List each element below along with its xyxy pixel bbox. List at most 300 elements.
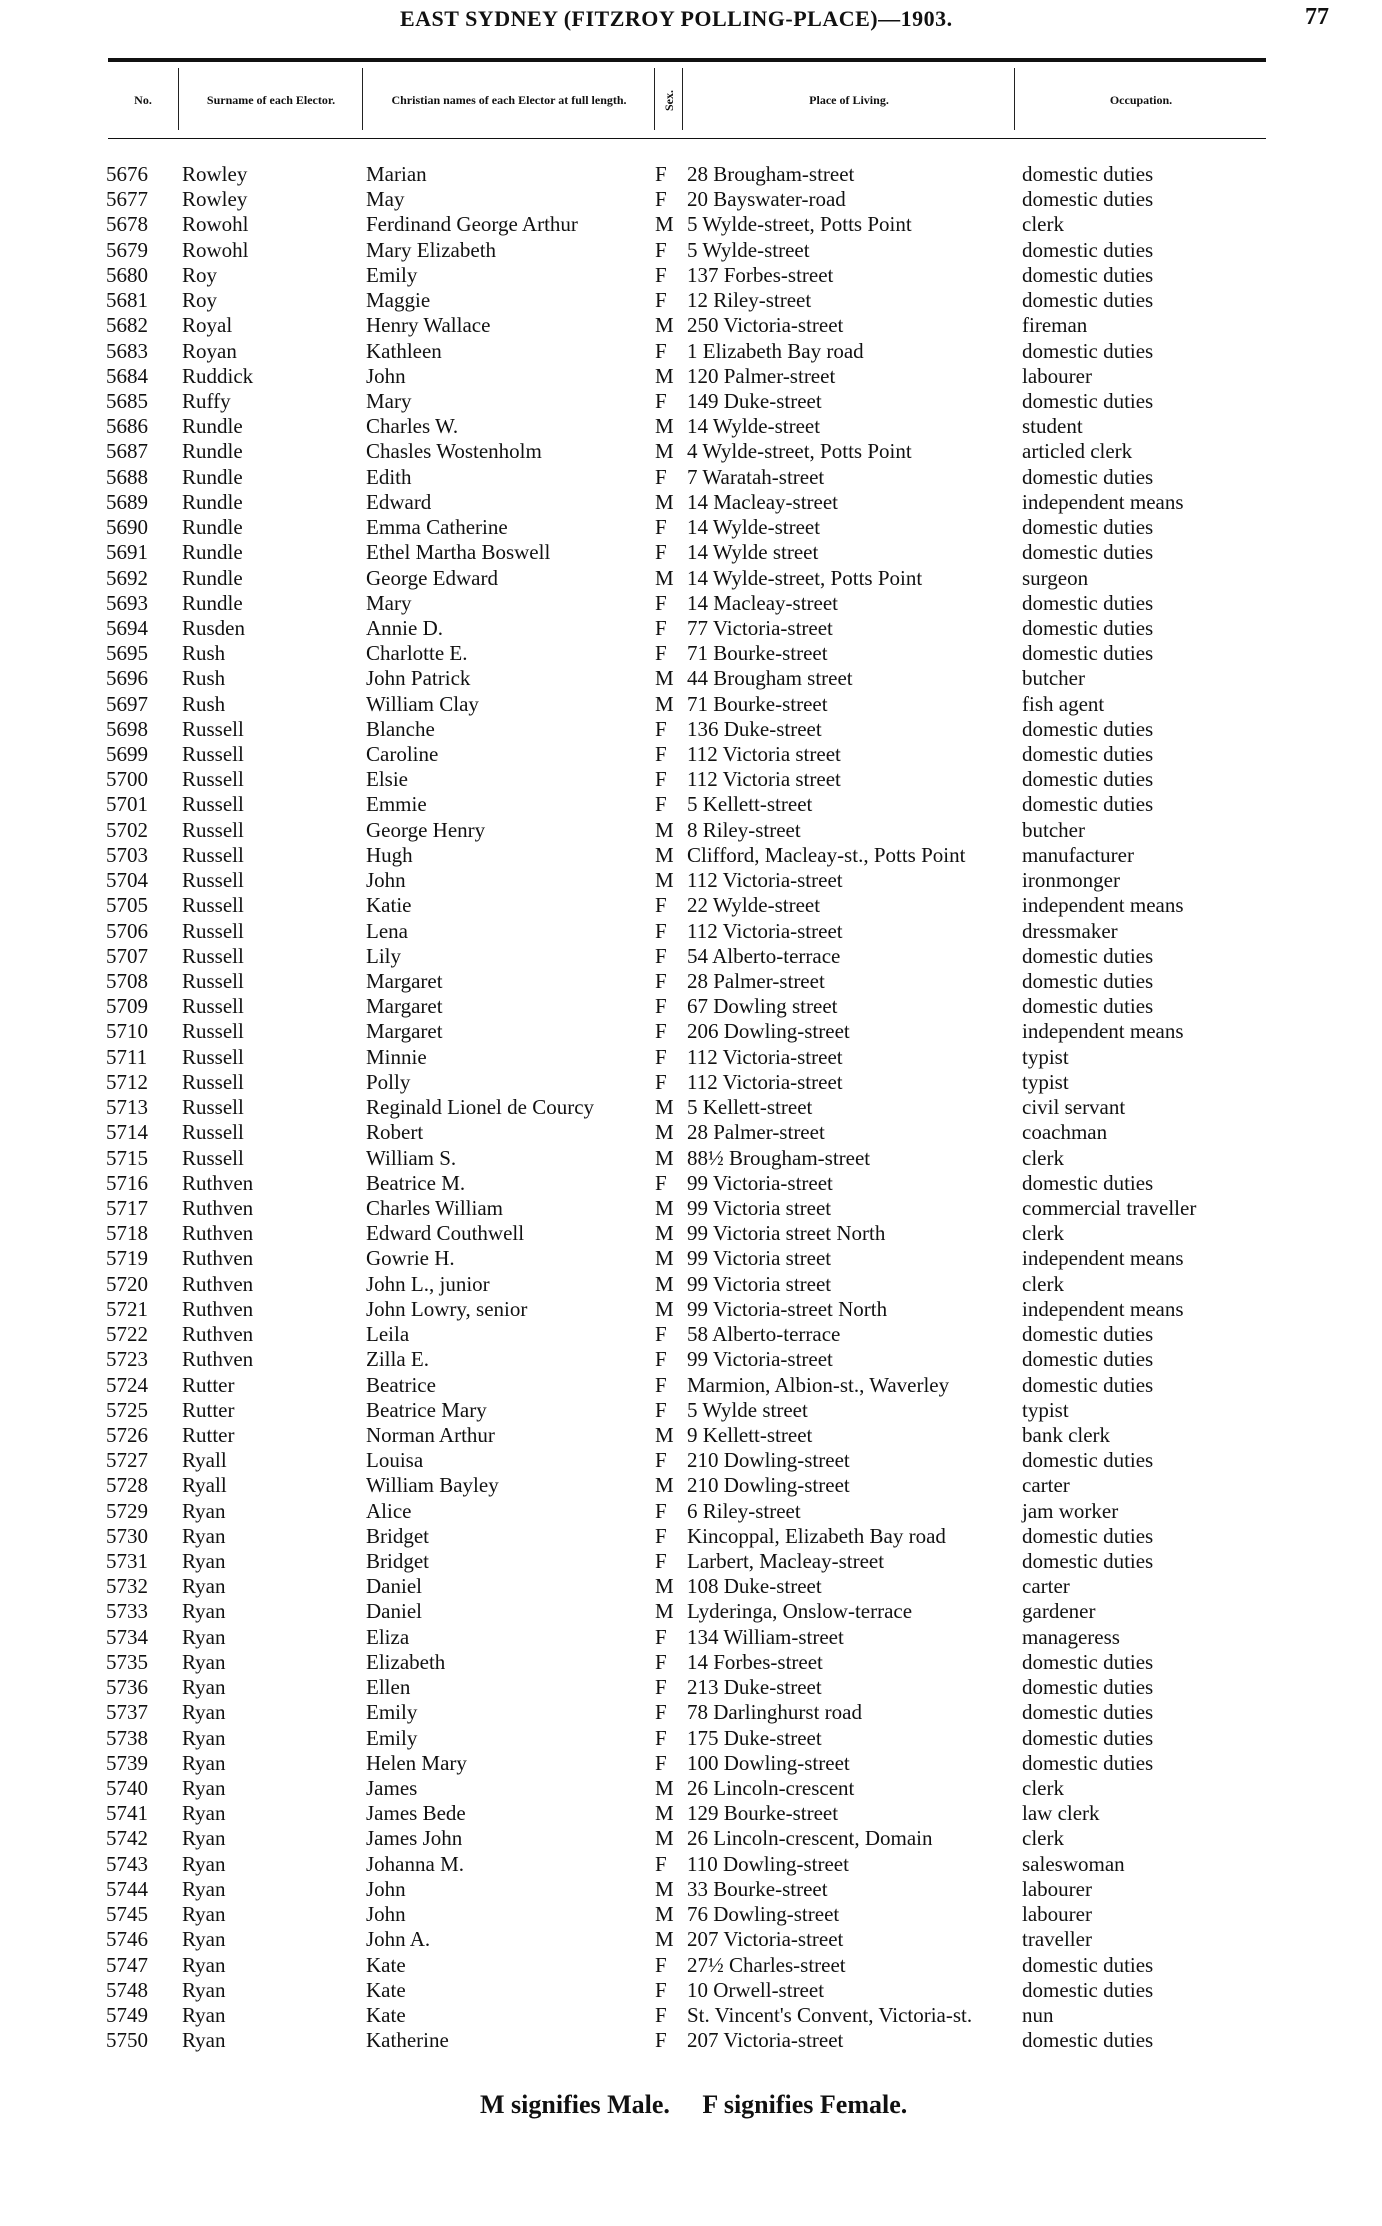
elector-sex: F xyxy=(655,1170,667,1195)
elector-occupation: domestic duties xyxy=(1022,716,1154,741)
table-row xyxy=(104,1473,1284,1498)
elector-occupation: domestic duties xyxy=(1022,262,1154,287)
header-place-of-living: Place of Living. xyxy=(809,92,889,107)
elector-number: 5713 xyxy=(106,1095,148,1120)
elector-sex: M xyxy=(655,868,674,893)
elector-sex: M xyxy=(655,1246,674,1271)
table-row xyxy=(104,591,1284,616)
elector-place-of-living: 99 Victoria street xyxy=(687,1246,832,1271)
elector-surname: Russell xyxy=(182,1044,244,1069)
elector-christian-names: Emmie xyxy=(366,792,427,817)
elector-sex: M xyxy=(655,1422,674,1447)
elector-christian-names: Edward xyxy=(366,489,432,514)
header-surname: Surname of each Elector. xyxy=(206,92,336,107)
elector-number: 5721 xyxy=(106,1296,148,1321)
elector-sex: F xyxy=(655,641,667,666)
table-row xyxy=(104,2028,1284,2053)
header-occupation: Occupation. xyxy=(1109,92,1173,107)
elector-surname: Russell xyxy=(182,817,244,842)
elector-place-of-living: 78 Darlinghurst road xyxy=(687,1700,862,1725)
elector-number: 5688 xyxy=(106,464,148,489)
elector-place-of-living: 71 Bourke-street xyxy=(687,641,828,666)
elector-christian-names: John xyxy=(366,1902,406,1927)
elector-sex: M xyxy=(655,489,674,514)
header-christian-names: Christian names of each Elector at full length. xyxy=(391,92,627,107)
elector-occupation: typist xyxy=(1022,1397,1069,1422)
elector-christian-names: Daniel xyxy=(366,1574,422,1599)
elector-number: 5722 xyxy=(106,1322,148,1347)
elector-occupation: domestic duties xyxy=(1022,162,1154,186)
elector-sex: F xyxy=(655,1725,667,1750)
elector-number: 5706 xyxy=(106,918,148,943)
elector-sex: M xyxy=(655,1776,674,1800)
column-divider xyxy=(654,68,655,130)
elector-christian-names: Helen Mary xyxy=(366,1750,467,1775)
elector-sex: F xyxy=(655,1675,667,1700)
elector-christian-names: Caroline xyxy=(366,742,439,767)
header-sex-label: Sex. xyxy=(661,89,676,111)
elector-surname: Rutter xyxy=(182,1397,235,1422)
elector-place-of-living: 28 Brougham-street xyxy=(687,162,855,186)
elector-occupation: clerk xyxy=(1022,212,1064,237)
table-row xyxy=(104,389,1284,414)
elector-occupation: coachman xyxy=(1022,1120,1108,1145)
elector-number: 5709 xyxy=(106,994,148,1019)
elector-christian-names: Eliza xyxy=(366,1624,410,1649)
elector-place-of-living: 112 Victoria-street xyxy=(687,1069,843,1094)
elector-place-of-living: 112 Victoria-street xyxy=(687,918,843,943)
elector-sex: M xyxy=(655,1221,674,1246)
elector-surname: Russell xyxy=(182,1095,244,1120)
elector-list xyxy=(104,162,1284,2053)
elector-occupation: commercial traveller xyxy=(1022,1195,1197,1220)
elector-number: 5678 xyxy=(106,212,148,237)
elector-surname: Royan xyxy=(182,338,237,363)
table-row xyxy=(104,616,1284,641)
elector-occupation: surgeon xyxy=(1022,565,1089,590)
elector-occupation: domestic duties xyxy=(1022,1977,1154,2002)
elector-surname: Rowley xyxy=(182,187,248,212)
elector-number: 5681 xyxy=(106,288,148,313)
elector-christian-names: Beatrice Mary xyxy=(366,1397,487,1422)
elector-christian-names: George Edward xyxy=(366,565,498,590)
elector-number: 5736 xyxy=(106,1675,148,1700)
elector-surname: Rundle xyxy=(182,565,243,590)
elector-number: 5732 xyxy=(106,1574,148,1599)
elector-number: 5679 xyxy=(106,237,148,262)
elector-occupation: typist xyxy=(1022,1044,1069,1069)
elector-number: 5719 xyxy=(106,1246,148,1271)
table-row xyxy=(104,339,1284,364)
elector-number: 5692 xyxy=(106,565,148,590)
elector-christian-names: Margaret xyxy=(366,994,443,1019)
elector-christian-names: Margaret xyxy=(366,1019,443,1044)
elector-surname: Ruthven xyxy=(182,1322,254,1347)
elector-christian-names: Mary xyxy=(366,388,412,413)
elector-christian-names: Edward Couthwell xyxy=(366,1221,525,1246)
table-row xyxy=(104,1700,1284,1725)
elector-christian-names: John A. xyxy=(366,1927,431,1952)
table-row xyxy=(104,919,1284,944)
elector-place-of-living: 14 Wylde street xyxy=(687,540,819,565)
elector-occupation: clerk xyxy=(1022,1776,1064,1800)
elector-number: 5700 xyxy=(106,767,148,792)
elector-surname: Russell xyxy=(182,943,244,968)
elector-occupation: jam worker xyxy=(1022,1498,1119,1523)
elector-christian-names: William Clay xyxy=(366,691,479,716)
elector-surname: Ryan xyxy=(182,1649,226,1674)
elector-christian-names: William S. xyxy=(366,1145,457,1170)
elector-occupation: clerk xyxy=(1022,1271,1064,1296)
elector-occupation: domestic duties xyxy=(1022,1523,1154,1548)
elector-number: 5704 xyxy=(106,868,148,893)
table-row xyxy=(104,944,1284,969)
elector-place-of-living: 9 Kellett-street xyxy=(687,1422,813,1447)
elector-number: 5725 xyxy=(106,1397,148,1422)
elector-sex: F xyxy=(655,615,667,640)
elector-place-of-living: 99 Victoria street North xyxy=(687,1221,886,1246)
elector-surname: Ryan xyxy=(182,1624,226,1649)
elector-occupation: domestic duties xyxy=(1022,943,1154,968)
elector-christian-names: Emma Catherine xyxy=(366,515,508,540)
elector-occupation: domestic duties xyxy=(1022,2028,1154,2053)
elector-sex: F xyxy=(655,590,667,615)
table-row xyxy=(104,364,1284,389)
elector-sex: F xyxy=(655,162,667,186)
table-row xyxy=(104,767,1284,792)
elector-surname: Ruffy xyxy=(182,388,231,413)
elector-number: 5735 xyxy=(106,1649,148,1674)
elector-occupation: domestic duties xyxy=(1022,1725,1154,1750)
elector-number: 5696 xyxy=(106,666,148,691)
elector-occupation: domestic duties xyxy=(1022,388,1154,413)
elector-place-of-living: 112 Victoria street xyxy=(687,742,841,767)
elector-occupation: domestic duties xyxy=(1022,515,1154,540)
elector-place-of-living: 14 Wylde-street xyxy=(687,515,821,540)
elector-surname: Rundle xyxy=(182,489,243,514)
elector-place-of-living: 58 Alberto-terrace xyxy=(687,1322,841,1347)
elector-sex: M xyxy=(655,691,674,716)
elector-christian-names: John xyxy=(366,363,406,388)
table-row xyxy=(104,439,1284,464)
elector-number: 5685 xyxy=(106,388,148,413)
elector-place-of-living: 67 Dowling street xyxy=(687,994,838,1019)
elector-christian-names: Mary xyxy=(366,590,412,615)
elector-place-of-living: 112 Victoria street xyxy=(687,767,841,792)
elector-number: 5687 xyxy=(106,439,148,464)
elector-christian-names: Kathleen xyxy=(366,338,442,363)
elector-occupation: domestic duties xyxy=(1022,1700,1154,1725)
elector-occupation: domestic duties xyxy=(1022,540,1154,565)
elector-sex: M xyxy=(655,666,674,691)
elector-surname: Ruthven xyxy=(182,1195,254,1220)
elector-number: 5676 xyxy=(106,162,148,186)
elector-occupation: domestic duties xyxy=(1022,464,1154,489)
elector-surname: Roy xyxy=(182,262,218,287)
elector-occupation: ironmonger xyxy=(1022,868,1120,893)
elector-occupation: independent means xyxy=(1022,1246,1184,1271)
elector-occupation: student xyxy=(1022,414,1083,439)
elector-sex: F xyxy=(655,464,667,489)
elector-place-of-living: 149 Duke-street xyxy=(687,388,822,413)
elector-sex: F xyxy=(655,515,667,540)
elector-place-of-living: 110 Dowling-street xyxy=(687,1851,849,1876)
elector-surname: Ryall xyxy=(182,1473,227,1498)
elector-surname: Russell xyxy=(182,893,244,918)
elector-surname: Ryan xyxy=(182,1725,226,1750)
elector-number: 5737 xyxy=(106,1700,148,1725)
elector-number: 5710 xyxy=(106,1019,148,1044)
elector-occupation: fireman xyxy=(1022,313,1088,338)
table-row xyxy=(104,1196,1284,1221)
elector-number: 5677 xyxy=(106,187,148,212)
table-row xyxy=(104,893,1284,918)
elector-number: 5749 xyxy=(106,2002,148,2027)
elector-number: 5738 xyxy=(106,1725,148,1750)
elector-occupation: domestic duties xyxy=(1022,187,1154,212)
table-row xyxy=(104,1978,1284,2003)
column-divider xyxy=(1014,68,1015,130)
elector-occupation: clerk xyxy=(1022,1221,1064,1246)
elector-number: 5701 xyxy=(106,792,148,817)
elector-place-of-living: 112 Victoria-street xyxy=(687,1044,843,1069)
elector-occupation: traveller xyxy=(1022,1927,1092,1952)
table-row xyxy=(104,1625,1284,1650)
table-row xyxy=(104,566,1284,591)
elector-place-of-living: Marmion, Albion-st., Waverley xyxy=(687,1372,950,1397)
elector-surname: Ruthven xyxy=(182,1296,254,1321)
table-row xyxy=(104,1927,1284,1952)
elector-place-of-living: 6 Riley-street xyxy=(687,1498,801,1523)
elector-sex: F xyxy=(655,767,667,792)
elector-christian-names: May xyxy=(366,187,405,212)
header-bottom-rule xyxy=(108,138,1266,139)
elector-place-of-living: 20 Bayswater-road xyxy=(687,187,846,212)
elector-place-of-living: 14 Wylde-street xyxy=(687,414,821,439)
elector-surname: Ryan xyxy=(182,1902,226,1927)
elector-surname: Rundle xyxy=(182,439,243,464)
table-row xyxy=(104,1095,1284,1120)
elector-occupation: labourer xyxy=(1022,363,1092,388)
elector-place-of-living: 8 Riley-street xyxy=(687,817,801,842)
elector-surname: Russell xyxy=(182,1145,244,1170)
elector-sex: M xyxy=(655,363,674,388)
elector-surname: Russell xyxy=(182,1120,244,1145)
elector-place-of-living: 88½ Brougham-street xyxy=(687,1145,871,1170)
elector-place-of-living: 5 Wylde-street, Potts Point xyxy=(687,212,912,237)
elector-occupation: labourer xyxy=(1022,1902,1092,1927)
elector-sex: F xyxy=(655,792,667,817)
elector-surname: Ryan xyxy=(182,1599,226,1624)
elector-surname: Rundle xyxy=(182,515,243,540)
female-note: F signifies Female. xyxy=(702,2090,908,2119)
table-row xyxy=(104,792,1284,817)
elector-surname: Ryan xyxy=(182,1574,226,1599)
elector-sex: F xyxy=(655,1069,667,1094)
elector-place-of-living: 4 Wylde-street, Potts Point xyxy=(687,439,912,464)
elector-surname: Ruthven xyxy=(182,1246,254,1271)
elector-christian-names: James Bede xyxy=(366,1801,466,1826)
elector-occupation: clerk xyxy=(1022,1826,1064,1851)
elector-place-of-living: 250 Victoria-street xyxy=(687,313,844,338)
elector-place-of-living: 134 William-street xyxy=(687,1624,844,1649)
table-row xyxy=(104,1448,1284,1473)
elector-number: 5693 xyxy=(106,590,148,615)
elector-occupation: carter xyxy=(1022,1574,1070,1599)
elector-surname: Ryan xyxy=(182,1776,226,1800)
elector-sex: F xyxy=(655,1649,667,1674)
elector-place-of-living: St. Vincent's Convent, Victoria-st. xyxy=(687,2002,973,2027)
elector-christian-names: Robert xyxy=(366,1120,424,1145)
elector-surname: Ryan xyxy=(182,1801,226,1826)
elector-number: 5730 xyxy=(106,1523,148,1548)
elector-occupation: domestic duties xyxy=(1022,742,1154,767)
elector-sex: F xyxy=(655,388,667,413)
table-row xyxy=(104,515,1284,540)
elector-place-of-living: 5 Kellett-street xyxy=(687,792,813,817)
table-row xyxy=(104,742,1284,767)
elector-number: 5726 xyxy=(106,1422,148,1447)
elector-christian-names: John xyxy=(366,1876,406,1901)
elector-surname: Rush xyxy=(182,691,226,716)
elector-surname: Rusden xyxy=(182,615,245,640)
elector-surname: Rundle xyxy=(182,590,243,615)
elector-christian-names: John Lowry, senior xyxy=(366,1296,528,1321)
elector-number: 5705 xyxy=(106,893,148,918)
elector-occupation: domestic duties xyxy=(1022,1649,1154,1674)
elector-place-of-living: 44 Brougham street xyxy=(687,666,853,691)
elector-surname: Ryan xyxy=(182,1977,226,2002)
elector-place-of-living: Lyderinga, Onslow-terrace xyxy=(687,1599,913,1624)
elector-surname: Ruthven xyxy=(182,1221,254,1246)
elector-place-of-living: 22 Wylde-street xyxy=(687,893,821,918)
elector-surname: Russell xyxy=(182,1069,244,1094)
table-row xyxy=(104,1902,1284,1927)
elector-surname: Rowohl xyxy=(182,212,249,237)
elector-surname: Ryan xyxy=(182,1549,226,1574)
elector-place-of-living: 5 Wylde-street xyxy=(687,237,810,262)
table-row xyxy=(104,666,1284,691)
elector-sex: M xyxy=(655,439,674,464)
table-row xyxy=(104,1272,1284,1297)
elector-number: 5707 xyxy=(106,943,148,968)
elector-sex: F xyxy=(655,1851,667,1876)
elector-place-of-living: 12 Riley-street xyxy=(687,288,812,313)
elector-number: 5711 xyxy=(106,1044,148,1069)
elector-occupation: butcher xyxy=(1022,817,1085,842)
elector-sex: M xyxy=(655,1120,674,1145)
elector-place-of-living: 76 Dowling-street xyxy=(687,1902,840,1927)
elector-place-of-living: 99 Victoria-street xyxy=(687,1347,833,1372)
elector-place-of-living: 77 Victoria-street xyxy=(687,615,833,640)
table-row xyxy=(104,1045,1284,1070)
elector-sex: F xyxy=(655,288,667,313)
elector-surname: Ryan xyxy=(182,1700,226,1725)
table-row xyxy=(104,1019,1284,1044)
elector-sex: F xyxy=(655,1523,667,1548)
elector-sex: F xyxy=(655,1624,667,1649)
elector-sex: M xyxy=(655,1599,674,1624)
elector-occupation: independent means xyxy=(1022,1019,1184,1044)
elector-occupation: domestic duties xyxy=(1022,1675,1154,1700)
elector-christian-names: Charles William xyxy=(366,1195,503,1220)
elector-christian-names: Kate xyxy=(366,1977,406,2002)
elector-sex: F xyxy=(655,1750,667,1775)
elector-occupation: domestic duties xyxy=(1022,969,1154,993)
elector-sex: F xyxy=(655,2028,667,2053)
elector-number: 5741 xyxy=(106,1801,148,1826)
table-row xyxy=(104,1650,1284,1675)
elector-number: 5720 xyxy=(106,1271,148,1296)
elector-number: 5689 xyxy=(106,489,148,514)
elector-number: 5729 xyxy=(106,1498,148,1523)
elector-surname: Russell xyxy=(182,792,244,817)
table-row xyxy=(104,1953,1284,1978)
table-row xyxy=(104,1751,1284,1776)
elector-christian-names: Zilla E. xyxy=(366,1347,429,1372)
elector-number: 5728 xyxy=(106,1473,148,1498)
elector-place-of-living: 10 Orwell-street xyxy=(687,1977,825,2002)
elector-place-of-living: 14 Forbes-street xyxy=(687,1649,823,1674)
elector-occupation: saleswoman xyxy=(1022,1851,1125,1876)
elector-surname: Rutter xyxy=(182,1422,235,1447)
elector-occupation: law clerk xyxy=(1022,1801,1100,1826)
elector-place-of-living: 112 Victoria-street xyxy=(687,868,843,893)
elector-surname: Ruthven xyxy=(182,1347,254,1372)
elector-christian-names: Emily xyxy=(366,1700,418,1725)
elector-sex: M xyxy=(655,1876,674,1901)
elector-christian-names: Margaret xyxy=(366,969,443,993)
elector-number: 5694 xyxy=(106,615,148,640)
elector-sex: F xyxy=(655,338,667,363)
table-row xyxy=(104,414,1284,439)
elector-sex: M xyxy=(655,414,674,439)
elector-surname: Russell xyxy=(182,918,244,943)
elector-place-of-living: 28 Palmer-street xyxy=(687,1120,825,1145)
elector-occupation: independent means xyxy=(1022,893,1184,918)
elector-sex: M xyxy=(655,313,674,338)
elector-sex: M xyxy=(655,1296,674,1321)
elector-number: 5744 xyxy=(106,1876,148,1901)
elector-christian-names: Ferdinand George Arthur xyxy=(366,212,578,237)
elector-occupation: domestic duties xyxy=(1022,792,1154,817)
elector-place-of-living: 136 Duke-street xyxy=(687,716,822,741)
elector-surname: Rundle xyxy=(182,540,243,565)
table-row xyxy=(104,1146,1284,1171)
elector-sex: F xyxy=(655,918,667,943)
sex-legend xyxy=(480,2090,933,2120)
elector-number: 5684 xyxy=(106,363,148,388)
elector-place-of-living: 28 Palmer-street xyxy=(687,969,825,993)
elector-christian-names: Lena xyxy=(366,918,408,943)
table-row xyxy=(104,1599,1284,1624)
header-sex xyxy=(656,64,682,136)
elector-christian-names: Bridget xyxy=(366,1523,429,1548)
elector-surname: Russell xyxy=(182,842,244,867)
elector-number: 5680 xyxy=(106,262,148,287)
elector-place-of-living: 207 Victoria-street xyxy=(687,1927,844,1952)
table-row xyxy=(104,1398,1284,1423)
table-row xyxy=(104,692,1284,717)
elector-christian-names: William Bayley xyxy=(366,1473,499,1498)
elector-christian-names: Hugh xyxy=(366,842,413,867)
elector-number: 5682 xyxy=(106,313,148,338)
elector-occupation: bank clerk xyxy=(1022,1422,1111,1447)
elector-sex: F xyxy=(655,994,667,1019)
elector-christian-names: John L., junior xyxy=(366,1271,490,1296)
elector-occupation: clerk xyxy=(1022,1145,1064,1170)
elector-surname: Rush xyxy=(182,666,226,691)
